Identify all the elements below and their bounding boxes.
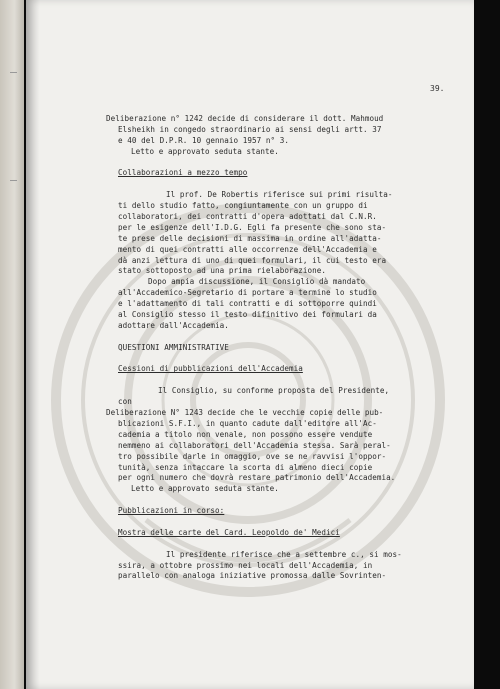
text-line: blicazioni S.F.I., in quanto cadute dall'editore all'Ac- [118, 418, 377, 428]
blank-line [118, 332, 463, 343]
text-line: per le esigenze dell'I.D.G. Egli fa presente che sono sta- [118, 222, 387, 232]
text-line: Il Consiglio, su conforme proposta del Presidente, [158, 386, 390, 396]
section-heading: Cessioni di pubblicazioni dell'Accademia [118, 364, 303, 374]
page-edge-mark [10, 180, 17, 181]
text-line: collaboratori, dei contratti d'opera adottati dal C.N.R. [118, 212, 377, 222]
previous-page-edge [0, 0, 24, 689]
text-line: dà anzi lettura di uno di quei formulari, il cui testo era [118, 255, 387, 265]
blank-line [118, 158, 463, 169]
text-line: Il prof. De Robertis riferisce sui primi risulta- [166, 190, 393, 200]
document-page [26, 0, 474, 689]
text-line: ssira, a ottobre prossimo nei locali dell'Accademia, in [118, 560, 373, 570]
text-line: Il presidente riferisce che a settembre c., si mos- [166, 549, 402, 559]
blank-line [118, 179, 463, 190]
section-heading: Collaborazioni a mezzo tempo [118, 168, 248, 178]
text-line: e 40 del D.P.R. 10 gennaio 1957 n° 3. [118, 135, 290, 145]
text-line: stato sottoposto ad una prima rielaborazione. [118, 266, 326, 276]
document-body [106, 114, 463, 582]
page-number: 39. [430, 84, 445, 93]
text-line: con [118, 397, 132, 407]
text-line: Deliberazione n° 1242 decide di considerare il dott. Mahmoud [106, 114, 384, 123]
text-line: te prese delle decisioni di massima in ordine all'adatta- [118, 233, 382, 243]
section-heading: Pubblicazioni in corso: [118, 506, 225, 516]
blank-line [118, 539, 463, 550]
page-edge-mark [10, 72, 17, 73]
text-line: mento di quei contratti alle occorrenze dell'Accademia e [118, 244, 377, 254]
text-line: ti dello studio fatto, congiuntamente con un gruppo di [118, 201, 368, 211]
text-line: QUESTIONI AMMINISTRATIVE [118, 342, 229, 352]
text-line: al Consiglio stesso il testo difinitivo dei formulari da [118, 310, 377, 320]
section-heading: Mostra delle carte del Card. Leopoldo de' Medici [118, 527, 340, 537]
text-line: Elsheikh in congedo straordinario ai sensi degli artt. 37 [118, 124, 382, 134]
blank-line [118, 495, 463, 506]
text-line: nemmeno ai collaboratori dell'Accademia stessa. Sarà peral- [118, 440, 391, 450]
text-line: per ogni numero che dovrà restare patrimonio dell'Accademia. [118, 473, 396, 483]
text-line: all'Accademico-Segretario di portare a termine lo studio [118, 288, 377, 298]
text-line: e l'adattamento di tali contratti e di sottoporre quindi [118, 299, 377, 309]
text-line: tunità, senza intaccare la scorta di almeno dieci copie [118, 462, 373, 472]
blank-line [118, 354, 463, 365]
blank-line [118, 517, 463, 528]
text-line: adottare dall'Accademia. [118, 320, 229, 330]
text-line: parallelo con analoga iniziative promossa dalle Sovrinten- [118, 571, 387, 581]
text-line: Deliberazione N° 1243 decide che le vecchie copie delle pub- [106, 408, 384, 418]
blank-line [118, 375, 463, 386]
text-line: Letto e approvato seduta stante. [131, 146, 279, 156]
text-line: cademia a titolo non venale, non possono essere vendute [118, 429, 373, 439]
text-line: Dopo ampia discussione, il Consiglio dà mandato [148, 277, 366, 287]
text-line: tro possibile darle in omaggio, ove se ne ravvisi l'oppor- [118, 451, 387, 461]
text-line: Letto e approvato seduta stante. [131, 484, 279, 494]
